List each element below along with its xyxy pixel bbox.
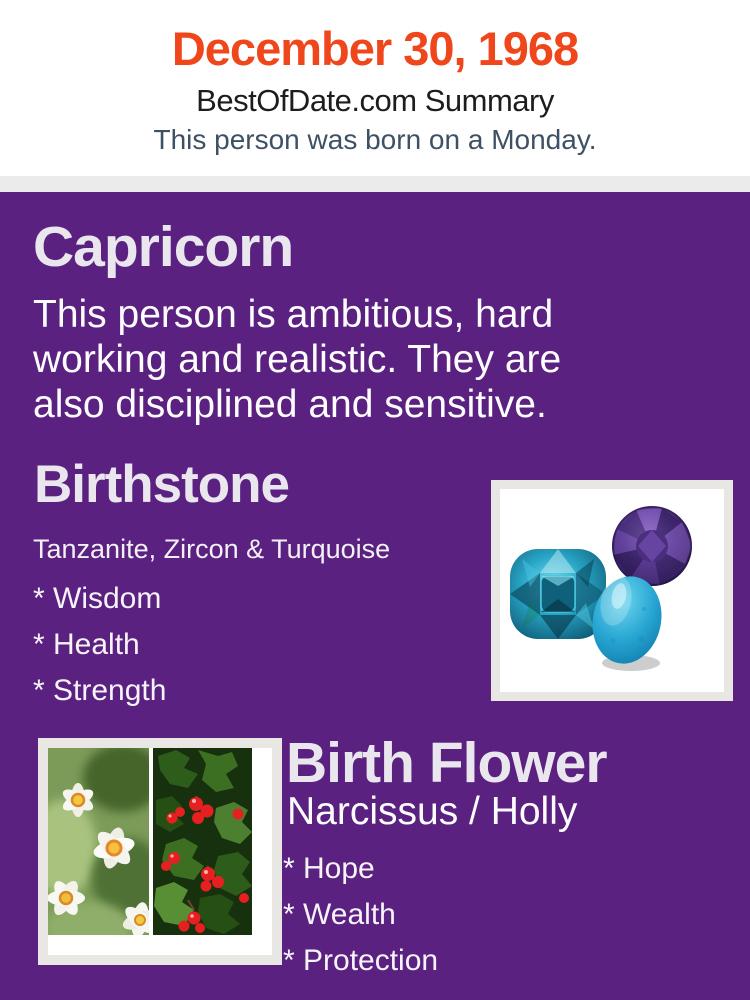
birth-flower-trait-item: * Hope xyxy=(283,852,375,885)
birth-flower-names: Narcissus / Holly xyxy=(287,790,578,833)
birthstone-image xyxy=(491,480,733,701)
birth-flower-trait-item: * Protection xyxy=(283,944,439,977)
birthstone-trait-item: * Health xyxy=(33,628,140,661)
zodiac-sign-title: Capricorn xyxy=(33,215,294,279)
birthstone-trait-item: * Wisdom xyxy=(33,582,162,615)
zodiac-description-line: also disciplined and sensitive. xyxy=(33,383,547,426)
site-summary-subtitle: BestOfDate.com Summary xyxy=(196,83,554,118)
gemstones-illustration xyxy=(500,489,706,674)
narcissus-photo-half xyxy=(48,748,164,935)
birthstone-traits-list xyxy=(33,576,166,714)
birthstone-trait-item: * Strength xyxy=(33,674,167,707)
flowers-illustration xyxy=(48,748,252,935)
birthstone-title: Birthstone xyxy=(34,455,289,514)
zodiac-description-line: This person is ambitious, hard xyxy=(33,293,554,336)
birth-flower-traits-list xyxy=(283,846,438,984)
summary-body xyxy=(0,192,750,1000)
header xyxy=(0,0,750,176)
page-title: December 30, 1968 xyxy=(171,22,579,75)
zodiac-description-line: working and realistic. They are xyxy=(33,338,562,381)
birth-flower-image xyxy=(38,738,282,965)
tanzanite-gem xyxy=(612,506,692,586)
holly-photo-half xyxy=(153,748,252,935)
born-weekday-line: This person was born on a Monday. xyxy=(153,124,597,155)
birth-flower-title: Birth Flower xyxy=(286,731,607,795)
zircon-gem xyxy=(510,549,606,639)
birth-flower-trait-item: * Wealth xyxy=(283,898,396,931)
zodiac-description xyxy=(33,292,561,427)
header-divider-strip xyxy=(0,176,750,192)
photo-divider xyxy=(149,748,153,935)
birthstone-names: Tanzanite, Zircon & Turquoise xyxy=(33,534,391,564)
